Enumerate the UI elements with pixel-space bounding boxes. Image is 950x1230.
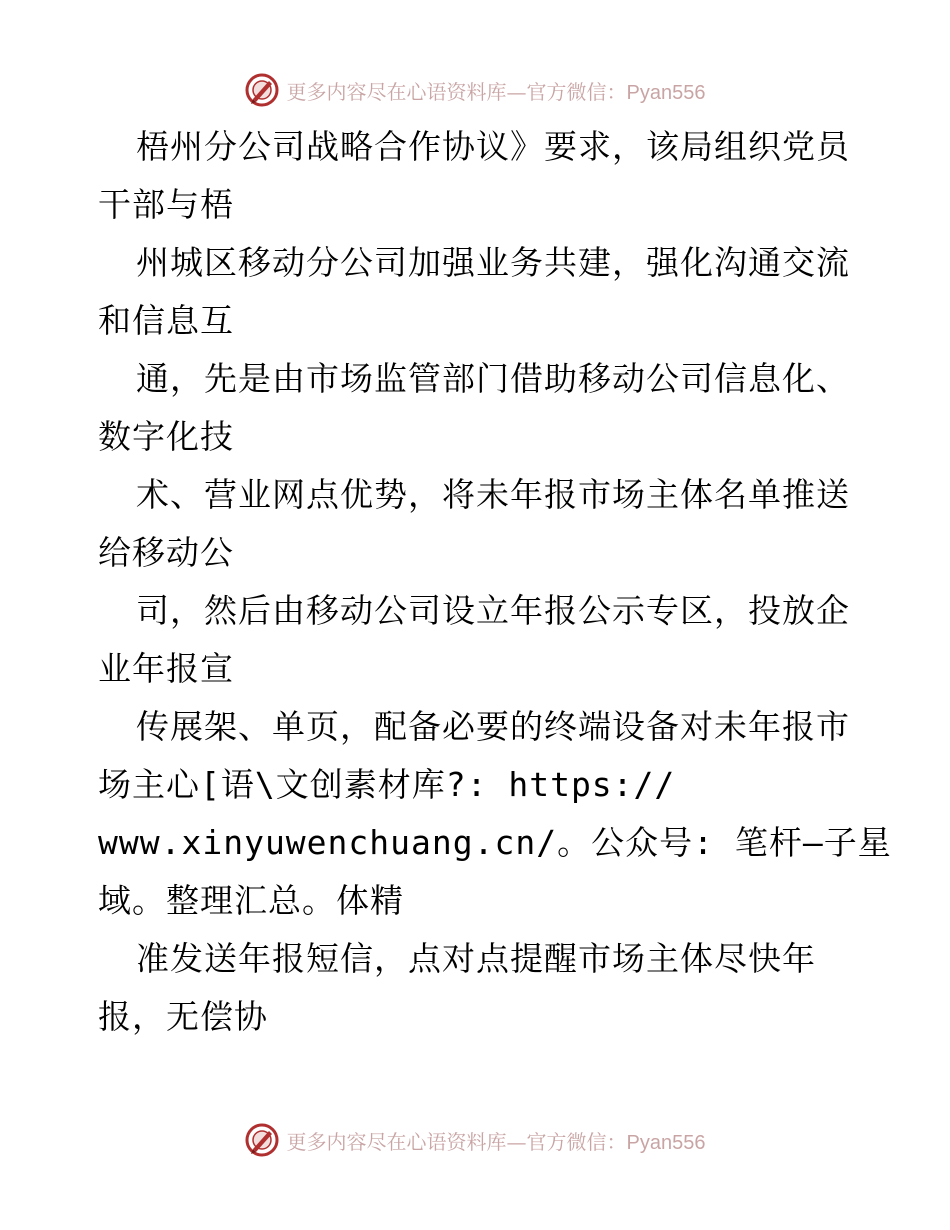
- body-line: www.xinyuwenchuang.cn/。公众号: 笔杆—子星: [98, 823, 892, 862]
- body-line: 司，然后由移动公司设立年报公示专区，投放企: [136, 591, 850, 630]
- pen-logo-icon: [245, 73, 279, 107]
- header-banner: [0, 70, 950, 110]
- body-line: 给移动公: [98, 533, 234, 572]
- body-line: 域。整理汇总。体精: [98, 881, 404, 920]
- header-banner-text: 更多内容尽在心语资料库—官方微信：Pyan556: [286, 79, 706, 104]
- body-line: 传展架、单页，配备必要的终端设备对未年报市: [136, 707, 850, 746]
- body-line: 梧州分公司战略合作协议》要求，该局组织党员: [136, 127, 850, 166]
- body-line: 通，先是由市场监管部门借助移动公司信息化、: [136, 359, 850, 398]
- body-line: 和信息互: [98, 301, 234, 340]
- footer-banner: [0, 1120, 950, 1160]
- body-line: 场主心[语\文创素材库?: https://: [98, 765, 676, 804]
- body-line: 干部与梧: [98, 185, 234, 224]
- footer-wechat-id: Pyan556: [626, 1131, 706, 1154]
- document-body: [98, 118, 892, 1046]
- body-line: 准发送年报短信，点对点提醒市场主体尽快年: [136, 939, 816, 978]
- body-line: 业年报宣: [98, 649, 234, 688]
- pen-logo-icon: [245, 1123, 279, 1157]
- header-wechat-id: Pyan556: [626, 81, 706, 104]
- footer-banner-text: 更多内容尽在心语资料库—官方微信：Pyan556: [286, 1129, 706, 1154]
- body-line: 报，无偿协: [98, 997, 268, 1036]
- body-line: 数字化技: [98, 417, 234, 456]
- body-line: 术、营业网点优势，将未年报市场主体名单推送: [136, 475, 850, 514]
- body-line: 州城区移动分公司加强业务共建，强化沟通交流: [136, 243, 850, 282]
